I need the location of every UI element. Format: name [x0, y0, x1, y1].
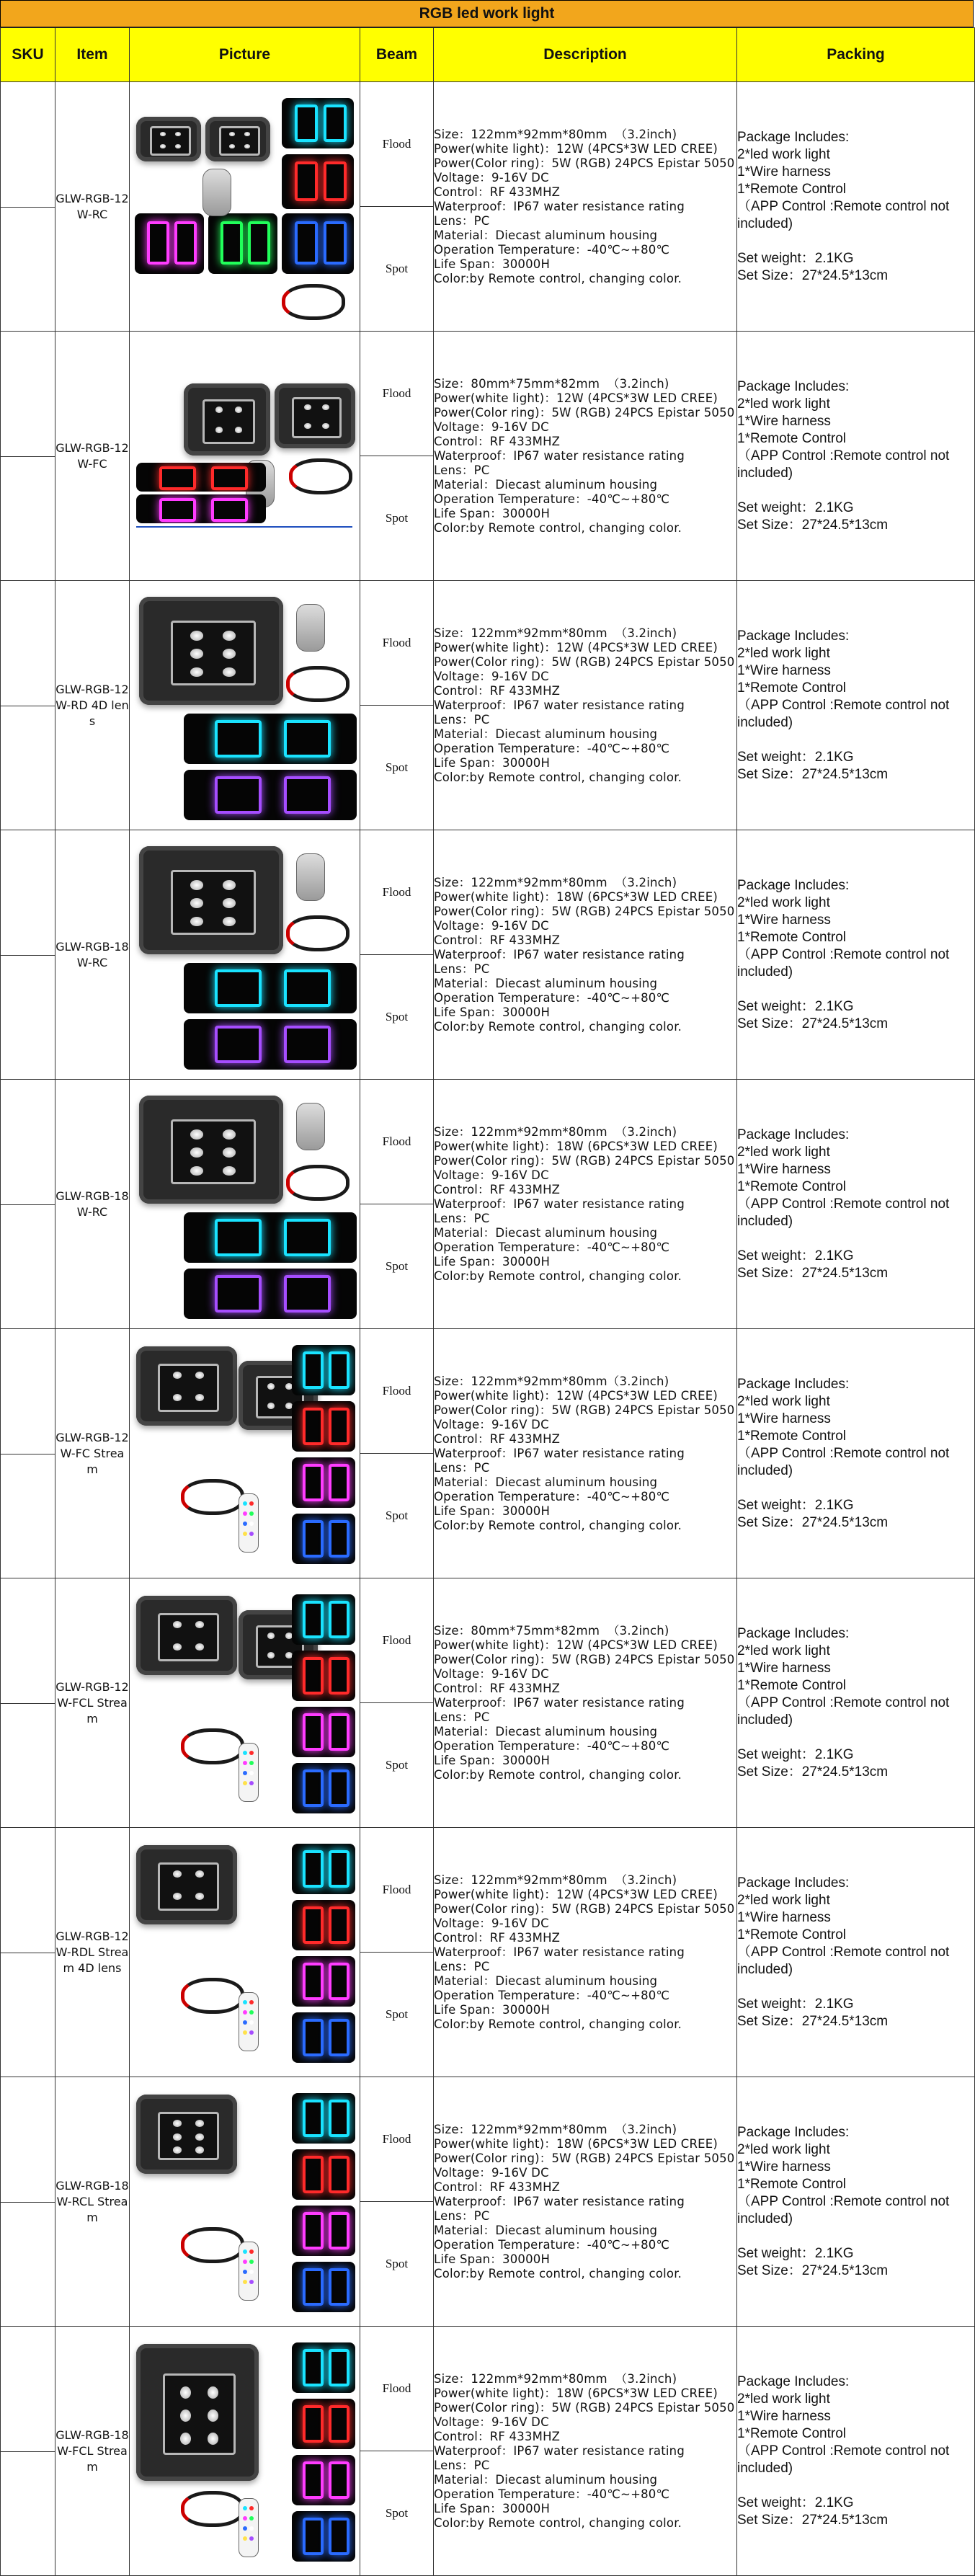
- description-text: Size：122mm*92mm*80mm（3.2inch) Power(white light)：12W (4PCS*3W LED CREE) Power(Color ring)：5W (RGB) 24PCS Epistar 5050 Voltage：9-16V DC Control：RF 433MHZ Waterproof：IP67 water resistance rating Lens：PC Material：Diecast aluminum housing Operation Temperature：-40℃~+80℃ Life Span：30000H Color:by Remote control, changing color.: [434, 1374, 735, 1532]
- product-picture-collage: [130, 1085, 360, 1323]
- packing-cell: [737, 830, 975, 1080]
- picture-cell: [130, 1329, 360, 1578]
- packing-cell: [737, 1578, 975, 1828]
- description-text: Size：122mm*92mm*80mm （3.2inch) Power(white light)：12W (4PCS*3W LED CREE) Power(Color ring)：5W (RGB) 24PCS Epistar 5050 Voltage：9-16V DC Control：RF 433MHZ Waterproof：IP67 water resistance rating Lens：PC Material：Diecast aluminum housing Operation Temperature：-40℃~+80℃ Life Span：30000H Color:by Remote control, changing color.: [434, 127, 735, 285]
- product-picture-collage: [130, 836, 360, 1074]
- header-row: [1, 28, 975, 82]
- wire-harness-photo: [286, 915, 350, 951]
- header-item: Item: [55, 28, 130, 82]
- work-light-photo: [136, 1346, 237, 1426]
- item-cell: GLW-RGB-18W-RC: [55, 1080, 130, 1329]
- wire-harness-photo: [286, 1165, 350, 1201]
- beam-spot: Spot: [360, 1204, 434, 1329]
- set-weight: Set weight：2.1KG: [737, 2495, 854, 2510]
- picture-cell: [130, 830, 360, 1080]
- description-cell: [434, 1578, 737, 1828]
- color-glow-photo: [208, 213, 277, 274]
- set-size: Set Size：27*24.5*13cm: [737, 1016, 889, 1031]
- color-glow-photo: [184, 1269, 357, 1319]
- wire-harness-photo: [286, 666, 350, 702]
- color-glow-photo: [292, 1707, 355, 1757]
- packing-cell: [737, 2327, 975, 2576]
- item-cell: GLW-RGB-12W-FCL Stream: [55, 1578, 130, 1828]
- beam-flood: Flood: [360, 1828, 434, 1953]
- color-glow-photo: [282, 98, 354, 148]
- packing-cell: [737, 1080, 975, 1329]
- color-glow-photo: [292, 1844, 355, 1894]
- set-weight: Set weight：2.1KG: [737, 499, 854, 515]
- table-row: [1, 332, 975, 456]
- item-cell: GLW-RGB-12W-RDL Stream 4D lens: [55, 1828, 130, 2077]
- header-description: Description: [434, 28, 737, 82]
- color-glow-photo: [292, 1401, 355, 1452]
- work-light-photo: [275, 383, 355, 448]
- beam-spot: Spot: [360, 2451, 434, 2576]
- work-light-photo: [205, 117, 270, 161]
- item-cell: GLW-RGB-12W-RD 4D lens: [55, 581, 130, 830]
- sku-cell: [1, 1329, 55, 1578]
- work-light-photo: [136, 1845, 237, 1924]
- package-includes: Package Includes: 2*led work light 1*Wire harness 1*Remote Control （APP Control :Remote control not included): [737, 877, 950, 980]
- header-picture: Picture: [130, 28, 360, 82]
- remote-control-photo: [296, 604, 325, 652]
- package-includes: Package Includes: 2*led work light 1*Wire harness 1*Remote Control （APP Control :Remote control not included): [737, 1875, 950, 1977]
- description-text: Size：80mm*75mm*82mm （3.2inch) Power(white light)：12W (4PCS*3W LED CREE) Power(Color ring)：5W (RGB) 24PCS Epistar 5050 Voltage：9-16V DC Control：RF 433MHZ Waterproof：IP67 water resistance rating Lens：PC Material：Diecast aluminum housing Operation Temperature：-40℃~+80℃ Life Span：30000H Color:by Remote control, changing color.: [434, 1623, 735, 1782]
- remote-control-photo: [296, 853, 325, 901]
- color-glow-photo: [184, 770, 357, 820]
- product-picture-collage: [130, 337, 360, 575]
- picture-cell: [130, 1080, 360, 1329]
- packing-cell: [737, 82, 975, 332]
- color-glow-photo: [184, 714, 357, 764]
- color-glow-photo: [292, 1594, 355, 1645]
- packing-cell: [737, 1329, 975, 1578]
- item-cell: GLW-RGB-12W-FC: [55, 332, 130, 581]
- set-weight: Set weight：2.1KG: [737, 1248, 854, 1263]
- beam-spot: Spot: [360, 2202, 434, 2327]
- color-glow-photo: [292, 1900, 355, 1950]
- sku-cell: [1, 1828, 55, 2077]
- description-cell: [434, 2327, 737, 2576]
- product-picture-collage: [130, 2083, 360, 2321]
- wire-harness-photo: [181, 2491, 244, 2527]
- description-cell: [434, 830, 737, 1080]
- beam-spot: Spot: [360, 706, 434, 830]
- color-glow-photo: [292, 2206, 355, 2256]
- description-text: Size：122mm*92mm*80mm （3.2inch) Power(white light)：18W (6PCS*3W LED CREE) Power(Color ring)：5W (RGB) 24PCS Epistar 5050 Voltage：9-16V DC Control：RF 433MHZ Waterproof：IP67 water resistance rating Lens：PC Material：Diecast aluminum housing Operation Temperature：-40℃~+80℃ Life Span：30000H Color:by Remote control, changing color.: [434, 2371, 735, 2530]
- package-includes: Package Includes: 2*led work light 1*Wire harness 1*Remote Control （APP Control :Remote control not included): [737, 2124, 950, 2226]
- color-glow-photo: [136, 494, 266, 523]
- set-size: Set Size：27*24.5*13cm: [737, 2262, 889, 2278]
- description-cell: [434, 1080, 737, 1329]
- wire-harness-photo: [282, 284, 345, 320]
- color-glow-photo: [184, 963, 357, 1013]
- item-cell: GLW-RGB-18W-FCL Stream: [55, 2327, 130, 2576]
- table-row: [1, 1828, 975, 1953]
- set-size: Set Size：27*24.5*13cm: [737, 2512, 889, 2528]
- beam-flood: Flood: [360, 581, 434, 706]
- color-glow-photo: [292, 1514, 355, 1564]
- table-row: [1, 1329, 975, 1454]
- description-text: Size：122mm*92mm*80mm （3.2inch) Power(white light)：12W (4PCS*3W LED CREE) Power(Color ring)：5W (RGB) 24PCS Epistar 5050 Voltage：9-16V DC Control：RF 433MHZ Waterproof：IP67 water resistance rating Lens：PC Material：Diecast aluminum housing Operation Temperature：-40℃~+80℃ Life Span：30000H Color:by Remote control, changing color.: [434, 626, 735, 784]
- beam-flood: Flood: [360, 1578, 434, 1703]
- set-size: Set Size：27*24.5*13cm: [737, 1265, 889, 1281]
- product-picture-collage: [130, 2332, 360, 2570]
- color-glow-photo: [292, 1763, 355, 1813]
- description-cell: [434, 82, 737, 332]
- sku-cell: [1, 332, 55, 581]
- work-light-photo: [136, 1596, 237, 1675]
- item-cell: GLW-RGB-12W-RC: [55, 82, 130, 332]
- picture-cell: [130, 332, 360, 581]
- set-weight: Set weight：2.1KG: [737, 1497, 854, 1513]
- color-glow-photo: [292, 1345, 355, 1395]
- picture-cell: [130, 581, 360, 830]
- color-glow-photo: [136, 463, 266, 492]
- set-weight: Set weight：2.1KG: [737, 749, 854, 765]
- set-weight: Set weight：2.1KG: [737, 2245, 854, 2261]
- beam-spot: Spot: [360, 456, 434, 581]
- wire-harness-photo: [181, 2227, 244, 2263]
- description-text: Size：80mm*75mm*82mm （3.2inch) Power(white light)：12W (4PCS*3W LED CREE) Power(Color ring)：5W (RGB) 24PCS Epistar 5050 Voltage：9-16V DC Control：RF 433MHZ Waterproof：IP67 water resistance rating Lens：PC Material：Diecast aluminum housing Operation Temperature：-40℃~+80℃ Life Span：30000H Color:by Remote control, changing color.: [434, 376, 735, 535]
- color-glow-photo: [292, 2262, 355, 2312]
- beam-flood: Flood: [360, 1080, 434, 1204]
- remote-control-photo: [239, 1743, 259, 1802]
- package-includes: Package Includes: 2*led work light 1*Wire harness 1*Remote Control （APP Control :Remote control not included): [737, 628, 950, 730]
- remote-control-photo: [239, 1992, 259, 2051]
- color-glow-photo: [292, 2511, 355, 2562]
- description-text: Size：122mm*92mm*80mm （3.2inch) Power(white light)：18W (6PCS*3W LED CREE) Power(Color ring)：5W (RGB) 24PCS Epistar 5050 Voltage：9-16V DC Control：RF 433MHZ Waterproof：IP67 water resistance rating Lens：PC Material：Diecast aluminum housing Operation Temperature：-40℃~+80℃ Life Span：30000H Color:by Remote control, changing color.: [434, 875, 735, 1034]
- header-packing: Packing: [737, 28, 975, 82]
- remote-control-photo: [239, 2242, 259, 2301]
- color-glow-photo: [292, 2012, 355, 2063]
- color-glow-photo: [292, 2149, 355, 2200]
- set-size: Set Size：27*24.5*13cm: [737, 267, 889, 283]
- set-weight: Set weight：2.1KG: [737, 1996, 854, 2012]
- table-row: [1, 82, 975, 207]
- table-row: [1, 1080, 975, 1204]
- beam-flood: Flood: [360, 830, 434, 955]
- product-picture-collage: [130, 1834, 360, 2071]
- description-cell: [434, 581, 737, 830]
- wire-harness-photo: [181, 1728, 244, 1764]
- color-glow-photo: [292, 2399, 355, 2449]
- sku-cell: [1, 1578, 55, 1828]
- color-glow-photo: [292, 1956, 355, 2007]
- wire-harness-photo: [181, 1978, 244, 2014]
- beam-flood: Flood: [360, 82, 434, 207]
- product-picture-collage: [130, 1584, 360, 1822]
- header-sku: SKU: [1, 28, 55, 82]
- description-cell: [434, 2077, 737, 2327]
- set-size: Set Size：27*24.5*13cm: [737, 517, 889, 533]
- sku-cell: [1, 82, 55, 332]
- packing-cell: [737, 581, 975, 830]
- product-picture-collage: [130, 1335, 360, 1573]
- set-weight: Set weight：2.1KG: [737, 250, 854, 266]
- product-picture-collage: [130, 88, 360, 326]
- description-cell: [434, 1828, 737, 2077]
- wire-harness-photo: [181, 1479, 244, 1515]
- work-light-photo: [136, 117, 201, 161]
- color-glow-photo: [184, 1212, 357, 1263]
- remote-control-photo: [296, 1103, 325, 1150]
- work-light-photo: [139, 846, 283, 954]
- work-light-photo: [136, 2095, 237, 2174]
- beam-spot: Spot: [360, 207, 434, 332]
- package-includes: Package Includes: 2*led work light 1*Wire harness 1*Remote Control （APP Control :Remote control not included): [737, 1625, 950, 1728]
- item-cell: GLW-RGB-18W-RCL Stream: [55, 2077, 130, 2327]
- package-includes: Package Includes: 2*led work light 1*Wire harness 1*Remote Control （APP Control :Remote control not included): [737, 378, 950, 481]
- beam-flood: Flood: [360, 332, 434, 456]
- item-cell: GLW-RGB-18W-RC: [55, 830, 130, 1080]
- table-body: [1, 82, 975, 2576]
- beam-spot: Spot: [360, 1454, 434, 1578]
- set-size: Set Size：27*24.5*13cm: [737, 1764, 889, 1780]
- table-row: [1, 830, 975, 955]
- sku-cell: [1, 581, 55, 830]
- table-row: [1, 2327, 975, 2451]
- color-glow-photo: [282, 213, 354, 274]
- description-text: Size：122mm*92mm*80mm （3.2inch) Power(white light)：18W (6PCS*3W LED CREE) Power(Color ring)：5W (RGB) 24PCS Epistar 5050 Voltage：9-16V DC Control：RF 433MHZ Waterproof：IP67 water resistance rating Lens：PC Material：Diecast aluminum housing Operation Temperature：-40℃~+80℃ Life Span：30000H Color:by Remote control, changing color.: [434, 1124, 735, 1283]
- item-cell: GLW-RGB-12W-FC Stream: [55, 1329, 130, 1578]
- package-includes: Package Includes: 2*led work light 1*Wire harness 1*Remote Control （APP Control :Remote control not included): [737, 1127, 950, 1229]
- packing-cell: [737, 332, 975, 581]
- description-text: Size：122mm*92mm*80mm （3.2inch) Power(white light)：12W (4PCS*3W LED CREE) Power(Color ring)：5W (RGB) 24PCS Epistar 5050 Voltage：9-16V DC Control：RF 433MHZ Waterproof：IP67 water resistance rating Lens：PC Material：Diecast aluminum housing Operation Temperature：-40℃~+80℃ Life Span：30000H Color:by Remote control, changing color.: [434, 1873, 735, 2031]
- beam-flood: Flood: [360, 2077, 434, 2202]
- color-glow-photo: [135, 213, 204, 274]
- picture-cell: [130, 2077, 360, 2327]
- sku-cell: [1, 1080, 55, 1329]
- color-glow-photo: [282, 154, 354, 209]
- product-table: [0, 27, 975, 2576]
- table-row: [1, 581, 975, 706]
- sku-cell: [1, 830, 55, 1080]
- product-picture-collage: [130, 587, 360, 825]
- beam-spot: Spot: [360, 1703, 434, 1828]
- divider-line: [136, 526, 352, 528]
- packing-cell: [737, 1828, 975, 2077]
- package-includes: Package Includes: 2*led work light 1*Wire harness 1*Remote Control （APP Control :Remote control not included): [737, 129, 950, 231]
- sku-cell: [1, 2327, 55, 2576]
- color-glow-photo: [184, 1019, 357, 1070]
- picture-cell: [130, 1578, 360, 1828]
- beam-spot: Spot: [360, 955, 434, 1080]
- packing-cell: [737, 2077, 975, 2327]
- work-light-photo: [139, 1096, 283, 1204]
- description-text: Size：122mm*92mm*80mm （3.2inch) Power(white light)：18W (6PCS*3W LED CREE) Power(Color ring)：5W (RGB) 24PCS Epistar 5050 Voltage：9-16V DC Control：RF 433MHZ Waterproof：IP67 water resistance rating Lens：PC Material：Diecast aluminum housing Operation Temperature：-40℃~+80℃ Life Span：30000H Color:by Remote control, changing color.: [434, 2122, 735, 2280]
- work-light-photo: [139, 597, 283, 705]
- color-glow-photo: [292, 2455, 355, 2505]
- color-glow-photo: [292, 1651, 355, 1701]
- header-beam: Beam: [360, 28, 434, 82]
- remote-control-photo: [202, 169, 231, 216]
- color-glow-photo: [292, 2342, 355, 2393]
- remote-control-photo: [239, 2498, 259, 2557]
- picture-cell: [130, 82, 360, 332]
- remote-control-photo: [239, 1493, 259, 1553]
- package-includes: Package Includes: 2*led work light 1*Wire harness 1*Remote Control （APP Control :Remote control not included): [737, 2373, 950, 2476]
- description-cell: [434, 1329, 737, 1578]
- sheet-title: RGB led work light: [0, 0, 974, 27]
- work-light-photo: [136, 2344, 259, 2481]
- picture-cell: [130, 1828, 360, 2077]
- beam-flood: Flood: [360, 1329, 434, 1454]
- set-size: Set Size：27*24.5*13cm: [737, 766, 889, 782]
- beam-spot: Spot: [360, 1953, 434, 2077]
- set-size: Set Size：27*24.5*13cm: [737, 1514, 889, 1530]
- table-row: [1, 1578, 975, 1703]
- wire-harness-photo: [289, 458, 352, 494]
- beam-flood: Flood: [360, 2327, 434, 2451]
- description-cell: [434, 332, 737, 581]
- picture-cell: [130, 2327, 360, 2576]
- set-weight: Set weight：2.1KG: [737, 1746, 854, 1762]
- work-light-photo: [184, 383, 270, 456]
- sku-cell: [1, 2077, 55, 2327]
- color-glow-photo: [292, 2093, 355, 2144]
- package-includes: Package Includes: 2*led work light 1*Wire harness 1*Remote Control （APP Control :Remote control not included): [737, 1376, 950, 1478]
- set-size: Set Size：27*24.5*13cm: [737, 2013, 889, 2029]
- table-row: [1, 2077, 975, 2202]
- color-glow-photo: [292, 1457, 355, 1508]
- set-weight: Set weight：2.1KG: [737, 998, 854, 1014]
